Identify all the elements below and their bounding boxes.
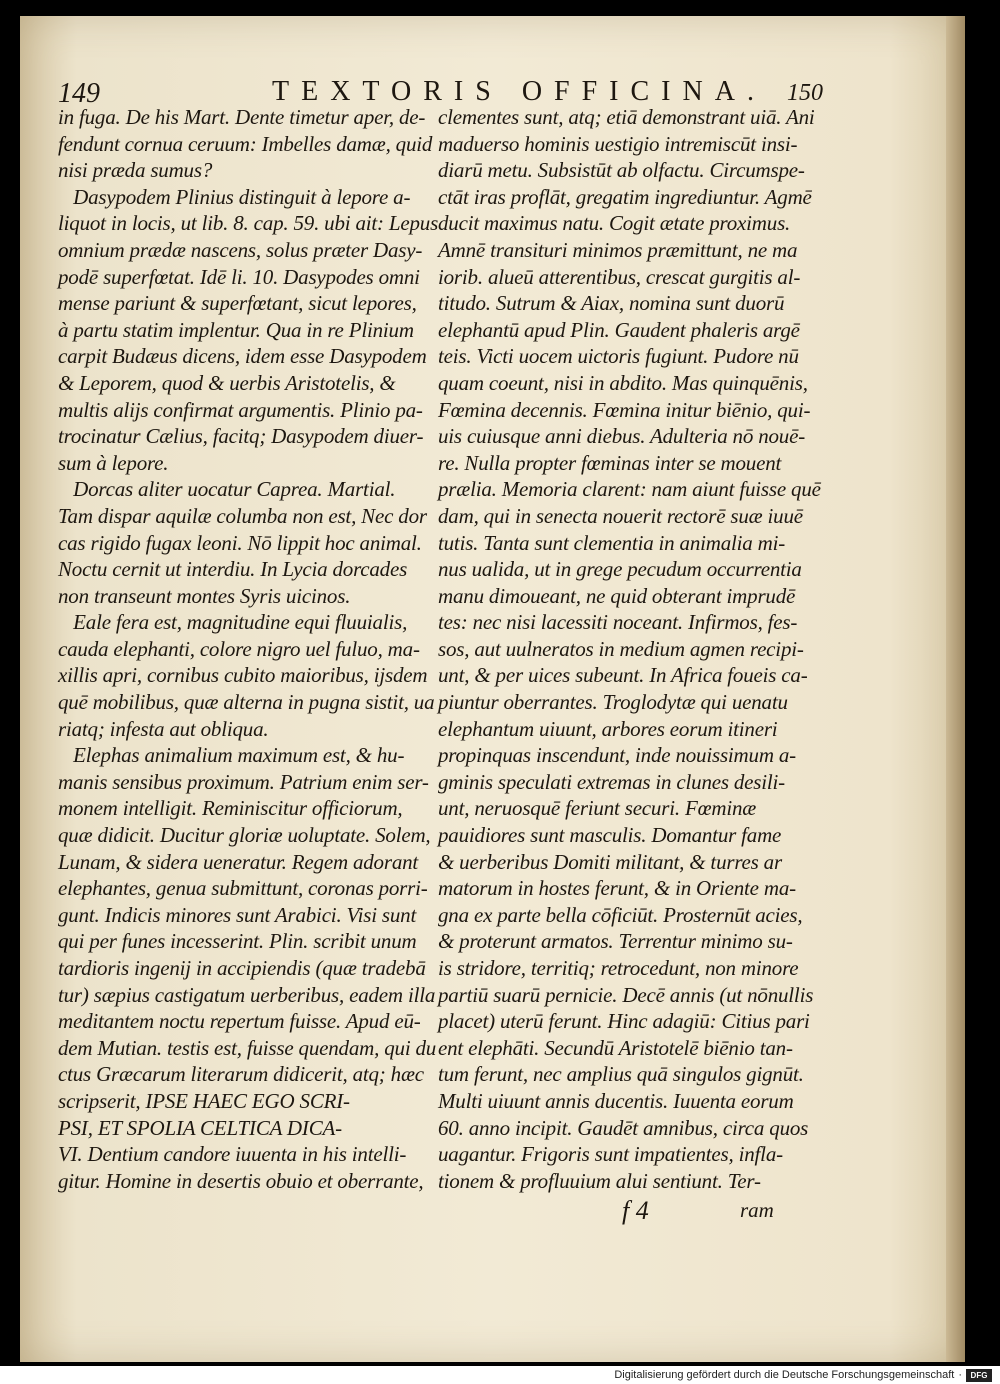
text-line: gunt. Indicis minores sunt Arabici. Visi sunt (58, 902, 417, 927)
text-line: carpit Budæus dicens, idem esse Dasypodem (58, 344, 427, 369)
text-line: PSI, ET SPOLIA CELTICA DICA- (58, 1115, 342, 1140)
text-line: elephantes, genua submittunt, coronas porri- (58, 876, 428, 901)
text-line: Noctu cernit ut interdiu. In Lycia dorcades (58, 557, 408, 582)
text-line: piuntur oberrantes. Troglodytæ qui uenatu (438, 690, 788, 715)
text-line: iorib. alueū atterentibus, crescat gurgitis al- (438, 264, 801, 289)
text-line: diarū metu. Subsistūt ab olfactu. Circumspe- (438, 158, 805, 183)
text-line: unt, neruosquē feriunt securi. Fœminæ (438, 796, 757, 821)
text-line: unt, & per uices subeunt. In Africa foueis ca- (438, 663, 808, 688)
text-line: tum ferunt, nec amplius quā singulos gignūt. (438, 1062, 804, 1087)
text-line: tur) sæpius castigatum uerberibus, eadem illa (58, 982, 436, 1007)
text-line: quē mobilibus, quæ alterna in pugna sistit, ua (58, 690, 435, 715)
text-line: & Leporem, quod & uerbis Aristotelis, & (58, 370, 396, 395)
text-line: maduerso hominis uestigio intremiscūt insi- (438, 131, 798, 156)
text-line: in fuga. De his Mart. Dente timetur aper, de- (58, 105, 426, 129)
text-line: multis alijs confirmat argumentis. Plinio pa- (58, 397, 423, 422)
text-line: quam coeunt, nisi in abdito. Mas quinquēnis, (438, 370, 808, 395)
text-line: nus ualida, ut in grege pecudum occurrentia (438, 557, 802, 582)
text-line: Fœmina decennis. Fœmina initur biēnio, qui- (438, 397, 811, 422)
text-line: tes: nec nisi lacessiti noceant. Infirmos, fes- (438, 610, 798, 635)
text-line: is stridore, territiq; retrocedunt, non minore (438, 956, 799, 980)
right-text-column (438, 104, 821, 1194)
text-line: placet) uterū ferunt. Hinc adagiū: Citius pari (438, 1009, 810, 1034)
text-line: manis sensibus proximum. Patrium enim ser- (58, 769, 429, 794)
text-line: meditantem noctu repertum fuisse. Apud eū- (58, 1009, 421, 1034)
text-line: 60. anno incipit. Gaudēt amnibus, circa quos (438, 1115, 809, 1140)
text-line: Lunam, & sidera ueneratur. Regem adorant (58, 849, 419, 874)
text-line: ctus Græcarum literarum didicerit, atq; hæc (58, 1062, 424, 1087)
text-line: liquot in locis, ut lib. 8. cap. 59. ubi ait: Lepus (58, 211, 439, 236)
text-line: trocinatur Cælius, facitq; Dasypodem diuer- (58, 424, 424, 449)
footer-text: Digitalisierung gefördert durch die Deutsche Forschungsgemeinschaft (614, 1369, 955, 1381)
page-edge (946, 16, 965, 1362)
text-line: clementes sunt, atq; etiā demonstrant uiā. Ani (438, 105, 815, 129)
text-line: cauda elephanti, colore nigro uel fuluo, ma- (58, 636, 420, 661)
text-line: titudo. Sutrum & Aiax, nomina sunt duorū (438, 291, 785, 316)
footer-separator: · (958, 1369, 962, 1381)
text-line: omnium prædæ nascens, solus præter Dasy- (58, 237, 423, 262)
running-title: TEXTORIS OFFICINA. (272, 76, 766, 107)
text-line: pauidiores sunt masculis. Domantur fame (438, 823, 782, 848)
text-line: à partu statim implentur. Qua in re Plinium (58, 317, 414, 342)
text-line: Dasypodem Plinius distinguit à lepore a- (58, 184, 411, 209)
text-line: gna ex parte bella cōficiūt. Prosternūt acies, (438, 902, 803, 927)
text-line: propinquas inscendunt, inde nouissimum a- (438, 743, 796, 768)
text-line: re. Nulla propter fœminas inter se mouent (438, 450, 782, 475)
text-line: manu dimoueant, ne quid obterant imprudē (438, 583, 796, 608)
text-line: sum à lepore. (58, 450, 169, 475)
text-line: mense pariunt & superfœtant, sicut lepores, (58, 291, 417, 316)
text-line: VI. Dentium candore iuuenta in his intelli- (58, 1142, 407, 1167)
text-line: Elephas animalium maximum est, & hu- (58, 743, 405, 768)
text-line: gitur. Homine in desertis obuio et oberrante, (58, 1168, 424, 1193)
page-number-left: 149 (58, 78, 100, 109)
page-number-right: 150 (787, 80, 823, 106)
dfg-logo: DFG (966, 1369, 992, 1382)
text-line: uagantur. Frigoris sunt impatientes, infla- (438, 1142, 783, 1167)
text-line: riatq; infesta aut obliqua. (58, 716, 269, 741)
text-line: & proterunt armatos. Terrentur minimo su- (438, 929, 793, 954)
text-line: cas rigido fugax leoni. Nō lippit hoc animal. (58, 530, 422, 555)
text-line: podē superfœtat. Idē li. 10. Dasypodes omni (58, 264, 420, 289)
text-line: partiū suarū pernicie. Decē annis (ut nōnullis (438, 982, 814, 1007)
text-line: tionem & profluuium alui sentiunt. Ter- (438, 1168, 761, 1193)
left-text-column (58, 104, 439, 1194)
text-line: sos, aut uulneratos in medium agmen recipi- (438, 636, 804, 661)
text-line: monem intelligit. Reminiscitur officiorum, (58, 796, 403, 821)
text-line: elephantū apud Plin. Gaudent phaleris argē (438, 317, 800, 342)
catchword: ram (740, 1198, 774, 1222)
text-line: matorum in hostes ferunt, & in Oriente ma- (438, 876, 796, 901)
text-line: uis cuiusque anni diebus. Adulteria nō nouē- (438, 424, 806, 449)
text-line: Multi uiuunt annis ducentis. Iuuenta eorum (438, 1088, 794, 1113)
text-line: non transeunt montes Syris uicinos. (58, 583, 351, 608)
text-line: elephantum uiuunt, arbores eorum itineri (438, 716, 778, 741)
text-line: qui per funes incesserint. Plin. scribit unum (58, 929, 417, 954)
text-line: dem Mutian. testis est, fuisse quendam, qui du (58, 1035, 437, 1060)
signature-mark: f 4 (622, 1196, 649, 1225)
text-line: Eale fera est, magnitudine equi fluuialis, (58, 610, 408, 635)
text-line: & uerberibus Domiti militant, & turres ar (438, 849, 782, 874)
text-line: Dorcas aliter uocatur Caprea. Martial. (58, 477, 396, 502)
text-line: ducit maximus natu. Cogit ætate proximus. (438, 211, 791, 236)
text-line: ent elephāti. Secundū Aristotelē biēnio tan- (438, 1035, 793, 1060)
text-line: quæ didicit. Ducitur gloriæ uoluptate. Solem, (58, 823, 431, 848)
text-line: teis. Victi uocem uictoris fugiunt. Pudore nū (438, 344, 799, 369)
text-line: prælia. Memoria clarent: nam aiunt fuisse quē (438, 477, 821, 502)
text-line: xillis apri, cornibus cubito maioribus, ijsdem (58, 663, 428, 688)
text-line: Tam dispar aquilæ columba non est, Nec dor (58, 503, 427, 528)
text-line: nisi præda sumus? (58, 158, 213, 183)
text-line: tutis. Tanta sunt clementia in animalia mi- (438, 530, 786, 555)
text-line: dam, qui in senecta nouerit rectorē suæ iuuē (438, 503, 803, 528)
text-line: scripserit, IPSE HAEC EGO SCRI- (58, 1088, 350, 1113)
text-line: tardioris ingenij in accipiendis (quæ tradebā (58, 956, 426, 980)
text-line: Amnē transituri minimos præmittunt, ne ma (438, 237, 798, 262)
text-line: ctāt iras proflāt, gregatim ingrediuntur. Agmē (438, 184, 812, 209)
digitization-footer (614, 1367, 992, 1383)
text-line: fendunt cornua ceruum: Imbelles damæ, quid (58, 131, 433, 156)
text-line: gminis speculati extremas in clunes desili- (438, 769, 785, 794)
